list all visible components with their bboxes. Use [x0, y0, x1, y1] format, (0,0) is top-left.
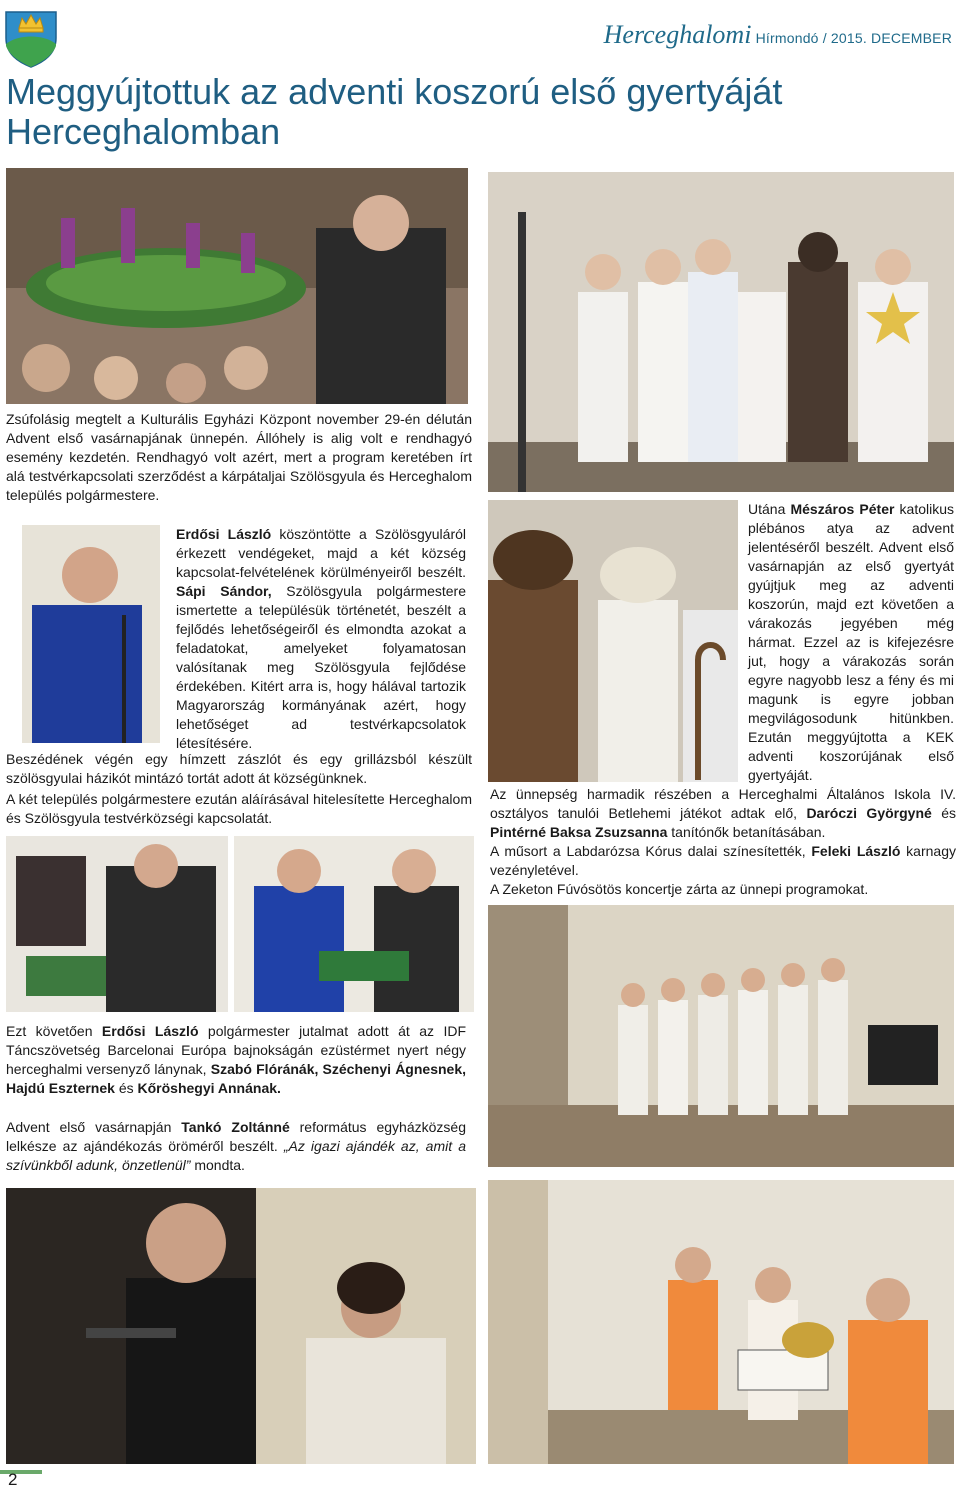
publication-header [604, 20, 952, 50]
article-title: Meggyújtottuk az adventi koszorú első gyertyáját Herceghalomban [6, 71, 783, 152]
text-run: Szölösgyula polgármestere ismertette a településük történetét, beszélt a fejlődés lehetőségeiről és elmondta azokat a feladatokat, amelyeket folyamatosan valósítanak meg Szölösgyula fejlődése érdekében. Kitért arra is, hogy hálával tartozik Magyarország kormányának azért, hogy lehetőséget ad testvérkapcsolatok létesítésére. [176, 583, 466, 751]
person-name: Feleki László [811, 843, 901, 859]
person-name: Pintérné Baksa Zsuzsanna [490, 824, 668, 840]
person-name: Sápi Sándor, [176, 583, 272, 599]
photo-choir-performance [488, 905, 954, 1167]
signing-paragraph: A két település polgármestere ezután aláírásával hitelesítette Herceghalom és Szölösgyula testvérközségi kapcsolatát. [6, 791, 472, 826]
speech-paragraph [176, 525, 466, 753]
text-run: karnagy vezényletével. [490, 843, 956, 878]
page-number-bar [0, 1470, 42, 1474]
photo-mayor-speech [22, 525, 160, 743]
text-run: katolikus plébános atya az advent jelentéséről beszélt. Advent első vasárnapján az első gyertyát gyújtjuk meg az adventi koszorún, majd ezt követően a várakozás jegyében még hármat. Ezzel az is kifejezésre jut, hogy a várakozás során egyre nagyobb lesz a fény és mi magunk is egyre jobban megvilágosodunk hitünkben. Ezután meggyújtotta a KEK adventi koszorújának első gyertyáját. [748, 501, 955, 783]
text-run: és [114, 1080, 138, 1096]
photo-priest-speech [6, 1188, 476, 1464]
person-name: Szabó Flóránák, Széchenyi Ágnesnek, Hajdú Eszternek [6, 1061, 466, 1096]
photo-brass-quintet [488, 1180, 954, 1464]
person-name: Mészáros Péter [790, 501, 895, 517]
person-name: Daróczi Györgyné [806, 805, 932, 821]
quote: „Az igazi ajándék az, amit a szívünkből adunk, önzetlenül” [6, 1138, 466, 1173]
text-run: református egyházközség lelkésze az ajándékozás öröméről beszélt. [6, 1119, 466, 1154]
photo-flag-handover [234, 836, 474, 1012]
photo-shepherd-children [488, 500, 738, 782]
text-run: mondta. [190, 1157, 245, 1173]
award-paragraph [6, 1022, 466, 1098]
text-run: tanítónők betanításában. [667, 824, 826, 840]
text-run: Utána [748, 501, 791, 517]
photo-advent-wreath [6, 168, 468, 404]
text-run: köszöntötte a Szölösgyuláról érkezett vendégeket, majd a két község kapcsolat-felvételének körülményeiről beszélt. [176, 526, 466, 580]
photo-nativity-play [488, 172, 954, 492]
text-run: Ezt követően [6, 1023, 102, 1039]
reformed-pastor-paragraph [6, 1118, 466, 1175]
text-run: Advent első vasárnapján [6, 1119, 182, 1135]
photo-signing-agreement [6, 836, 228, 1012]
text-run: polgármester jutalmat adott át az IDF Táncszövetség Barcelonai Európa bajnokságán ezüstérmet nyert négy herceghalmi versenyző lánynak, [6, 1023, 466, 1077]
intro-paragraph: Zsúfolásig megtelt a Kulturális Egyházi Központ november 29-én délután Advent első vasárnapjának ünnepén. Állóhely is alig volt e rendhagyó esemény kezdetén. Rendhagyó volt azért, mert a program keretében írt alá testvérkapcsolati szerződést a kárpátaljai Szölösgyula és Herceghalom település polgármestere. [6, 411, 472, 503]
person-name: Erdősi László [101, 1023, 199, 1039]
person-name: Tankó Zoltánné [181, 1119, 290, 1135]
issue-label: Hírmondó / 2015. DECEMBER [755, 30, 952, 46]
choir-paragraph [490, 842, 956, 880]
person-name: Kőröshegyi Annának. [137, 1080, 281, 1096]
text-run: Az ünnepség harmadik részében a Herceghalmi Általános Iskola IV. osztályos tanulói Betlehemi játékot adtak elő, [490, 786, 956, 821]
school-play-paragraph [490, 785, 956, 842]
text-run: A műsort a Labdarózsa Kórus dalai színesítették, [490, 843, 812, 859]
page-number: 2 [8, 1470, 18, 1489]
text-run: és [931, 805, 956, 821]
brand-name: Herceghalomi [603, 20, 752, 49]
priest-paragraph [748, 500, 954, 785]
gift-paragraph: Beszédének végén egy hímzett zászlót és egy grillázsból készült szölösgyulai házikót mintázó tortát adott át községünknek. [6, 751, 472, 786]
concert-paragraph: A Zeketon Fúvósötös koncertje zárta az ünnepi programokat. [490, 881, 869, 897]
person-name: Erdősi László [176, 526, 272, 542]
coat-of-arms-logo [4, 4, 58, 68]
